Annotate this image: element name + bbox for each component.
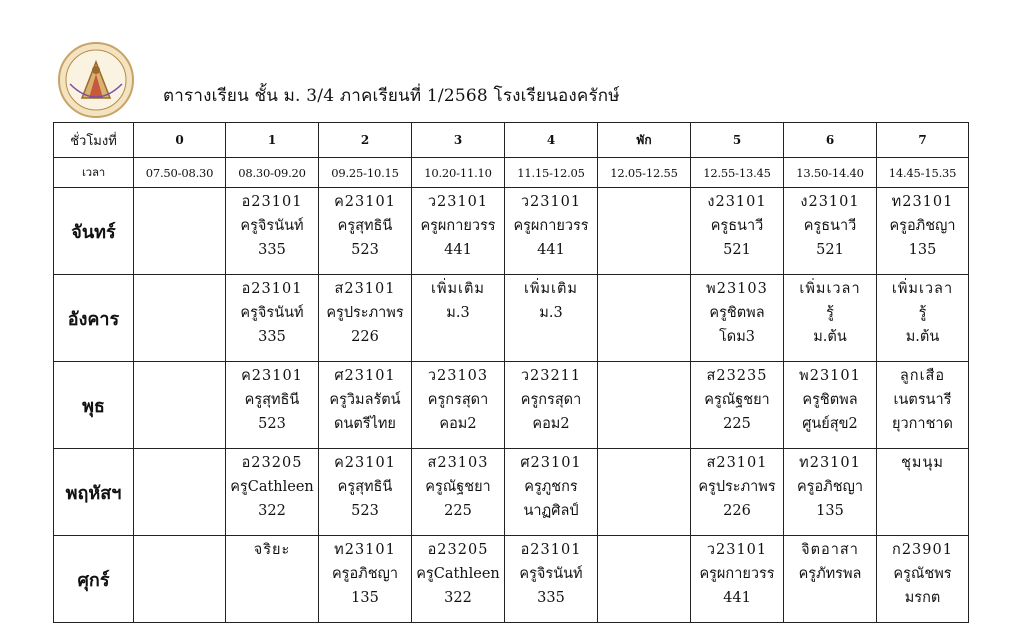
time-slot: 07.50-08.30: [134, 158, 226, 188]
schedule-cell: [226, 536, 319, 623]
cell-line: ศ23101: [334, 368, 396, 384]
time-label: เวลา: [54, 158, 134, 188]
schedule-cell: [691, 449, 784, 536]
cell-line: 523: [258, 416, 286, 432]
cell-line: อ23205: [427, 542, 489, 558]
schedule-cell: [319, 275, 412, 362]
cell-line: ครูอภิชญา: [796, 479, 864, 495]
schedule-cell: [319, 449, 412, 536]
cell-line: 225: [723, 416, 751, 432]
day-name: พฤหัสฯ: [54, 449, 134, 536]
day-name: ศุกร์: [54, 536, 134, 623]
cell-line: พ23103: [706, 281, 768, 297]
cell-line: ศูนย์สุข2: [802, 416, 858, 432]
schedule-cell: [598, 449, 691, 536]
cell-line: มรกต: [904, 590, 941, 606]
schedule-cell: [226, 275, 319, 362]
schedule-cell: [134, 362, 226, 449]
cell-line: รู้: [918, 305, 927, 321]
schedule-cell: [784, 362, 877, 449]
time-slot: 11.15-12.05: [505, 158, 598, 188]
cell-line: 226: [351, 329, 379, 345]
cell-line: ครูภูชกร: [524, 479, 578, 495]
cell-line: เพิ่มเติม: [430, 281, 485, 297]
cell-line: 523: [351, 242, 379, 258]
cell-line: 335: [537, 590, 565, 606]
schedule-cell: [505, 449, 598, 536]
cell-line: ครูCathleen: [416, 566, 500, 582]
cell-line: ครูประภาพร: [698, 479, 776, 495]
cell-line: ครูอภิชญา: [331, 566, 399, 582]
cell-line: เนตรนารี: [893, 392, 952, 408]
schedule-cell: [412, 449, 505, 536]
period-header-row: [54, 123, 969, 158]
cell-line: ท23101: [799, 455, 861, 471]
timetable: [53, 122, 969, 623]
cell-line: 135: [351, 590, 379, 606]
cell-line: ว23101: [520, 194, 582, 210]
schedule-cell: [412, 536, 505, 623]
cell-line: ครูจิรนันท์: [240, 218, 304, 234]
cell-line: ครูCathleen: [230, 479, 314, 495]
page-title: ตารางเรียน ชั้น ม. 3/4 ภาคเรียนที่ 1/2568 โรงเรียนองครักษ์: [163, 86, 620, 106]
cell-line: ง23101: [707, 194, 767, 210]
cell-line: อ23101: [520, 542, 582, 558]
cell-line: อ23101: [241, 194, 303, 210]
cell-line: ครูชิตพล: [709, 305, 765, 321]
cell-line: ว23101: [427, 194, 489, 210]
cell-line: ม.3: [446, 305, 470, 321]
schedule-cell: [134, 188, 226, 275]
cell-line: จริยะ: [253, 542, 291, 558]
cell-line: ค23101: [334, 194, 396, 210]
schedule-cell: [226, 362, 319, 449]
cell-line: รู้: [826, 305, 834, 321]
time-slot: 09.25-10.15: [319, 158, 412, 188]
schedule-cell: [134, 536, 226, 623]
cell-line: เพิ่มเวลา: [799, 281, 861, 297]
cell-line: 225: [444, 503, 472, 519]
cell-line: ครูณัชพร: [893, 566, 952, 582]
cell-line: จิตอาสา: [801, 542, 859, 558]
schedule-cell: [412, 188, 505, 275]
cell-line: ครูสุทธินี: [337, 218, 393, 234]
cell-line: ดนตรีไทย: [334, 416, 396, 432]
cell-line: ยุวกาชาด: [892, 416, 953, 432]
cell-line: ส23101: [334, 281, 396, 297]
period-number: 1: [226, 123, 319, 158]
cell-line: 441: [723, 590, 751, 606]
schedule-cell: [319, 362, 412, 449]
time-slot: 08.30-09.20: [226, 158, 319, 188]
cell-line: ครูผกายวรร: [420, 218, 496, 234]
cell-line: ครูประภาพร: [326, 305, 404, 321]
time-slot: 14.45-15.35: [877, 158, 969, 188]
schedule-cell: [226, 449, 319, 536]
cell-line: ง23101: [800, 194, 860, 210]
cell-line: ท23101: [891, 194, 954, 210]
cell-line: 521: [723, 242, 751, 258]
cell-line: 335: [258, 329, 286, 345]
cell-line: ค23101: [334, 455, 396, 471]
cell-line: 322: [444, 590, 472, 606]
period-number: 5: [691, 123, 784, 158]
cell-line: ครูกรสุดา: [520, 392, 582, 408]
schedule-cell: [877, 188, 969, 275]
cell-line: ครูณัฐชยา: [704, 392, 770, 408]
cell-line: 226: [723, 503, 751, 519]
cell-line: ม.ต้น: [905, 329, 940, 345]
cell-line: ครูธนาวี: [710, 218, 764, 234]
cell-line: 523: [351, 503, 379, 519]
cell-line: เพิ่มเวลา: [891, 281, 954, 297]
cell-line: ครูจิรนันท์: [519, 566, 583, 582]
schedule-cell: [505, 536, 598, 623]
schedule-cell: [226, 188, 319, 275]
schedule-cell: [598, 275, 691, 362]
cell-line: ครูผกายวรร: [513, 218, 589, 234]
cell-line: 322: [258, 503, 286, 519]
cell-line: ครูอภิชญา: [889, 218, 956, 234]
schedule-cell: [784, 275, 877, 362]
cell-line: ครูภัทรพล: [798, 566, 862, 582]
cell-line: ม.ต้น: [813, 329, 847, 345]
day-row: [54, 449, 969, 536]
time-slot: 12.55-13.45: [691, 158, 784, 188]
schedule-cell: [134, 449, 226, 536]
day-name: อังคาร: [54, 275, 134, 362]
time-slot: 12.05-12.55: [598, 158, 691, 188]
cell-line: ครูผกายวรร: [699, 566, 775, 582]
cell-line: ว23101: [706, 542, 768, 558]
cell-line: ส23235: [706, 368, 768, 384]
cell-line: ชุมนุม: [901, 455, 944, 471]
schedule-cell: [784, 188, 877, 275]
schedule-cell: [784, 449, 877, 536]
period-number: 2: [319, 123, 412, 158]
schedule-cell: [877, 449, 969, 536]
period-number: 6: [784, 123, 877, 158]
schedule-cell: [505, 362, 598, 449]
cell-line: เพิ่มเติม: [523, 281, 578, 297]
schedule-cell: [691, 536, 784, 623]
cell-line: ก23901: [892, 542, 953, 558]
cell-line: ส23101: [706, 455, 768, 471]
day-name: จันทร์: [54, 188, 134, 275]
schedule-cell: [784, 536, 877, 623]
period-number: 4: [505, 123, 598, 158]
day-row: [54, 275, 969, 362]
cell-line: ท23101: [334, 542, 396, 558]
schedule-cell: [598, 188, 691, 275]
schedule-cell: [319, 536, 412, 623]
period-number: 3: [412, 123, 505, 158]
cell-line: ครูณัฐชยา: [425, 479, 491, 495]
cell-line: พ23101: [799, 368, 861, 384]
cell-line: อ23101: [241, 281, 303, 297]
schedule-cell: [505, 188, 598, 275]
schedule-cell: [598, 362, 691, 449]
time-slot: 13.50-14.40: [784, 158, 877, 188]
cell-line: 441: [537, 242, 565, 258]
cell-line: ว23103: [427, 368, 489, 384]
cell-line: ครูสุทธินี: [244, 392, 300, 408]
cell-line: ศ23101: [520, 455, 582, 471]
period-number: 7: [877, 123, 969, 158]
day-row: [54, 536, 969, 623]
time-slot: 10.20-11.10: [412, 158, 505, 188]
cell-line: ครูสุทธินี: [337, 479, 393, 495]
period-number: พัก: [598, 123, 691, 158]
schedule-cell: [412, 362, 505, 449]
schedule-cell: [691, 275, 784, 362]
schedule-cell: [877, 362, 969, 449]
cell-line: 135: [816, 503, 844, 519]
cell-line: โดม3: [719, 329, 755, 345]
cell-line: ค23101: [241, 368, 303, 384]
day-row: [54, 362, 969, 449]
schedule-cell: [877, 536, 969, 623]
day-row: [54, 188, 969, 275]
schedule-cell: [691, 188, 784, 275]
cell-line: ครูวิมลรัตน์: [329, 392, 401, 408]
school-seal-logo: [52, 40, 140, 120]
cell-line: 335: [258, 242, 286, 258]
cell-line: ว23211: [520, 368, 582, 384]
schedule-cell: [598, 536, 691, 623]
schedule-cell: [505, 275, 598, 362]
time-row: [54, 158, 969, 188]
cell-line: ม.3: [539, 305, 563, 321]
cell-line: ลูกเสือ: [899, 368, 946, 384]
cell-line: ครูธนาวี: [803, 218, 857, 234]
cell-line: 521: [816, 242, 844, 258]
cell-line: ครูจิรนันท์: [240, 305, 304, 321]
schedule-cell: [877, 275, 969, 362]
period-label: ชั่วโมงที่: [54, 123, 134, 158]
cell-line: 441: [444, 242, 472, 258]
cell-line: 135: [908, 242, 937, 258]
cell-line: ครูชิตพล: [802, 392, 858, 408]
schedule-cell: [134, 275, 226, 362]
schedule-cell: [691, 362, 784, 449]
cell-line: อ23205: [241, 455, 303, 471]
cell-line: ครูกรสุดา: [427, 392, 489, 408]
day-name: พุธ: [54, 362, 134, 449]
cell-line: คอม2: [532, 416, 570, 432]
schedule-cell: [319, 188, 412, 275]
cell-line: นาฏศิลป์: [523, 503, 579, 519]
cell-line: ส23103: [427, 455, 489, 471]
period-number: 0: [134, 123, 226, 158]
schedule-cell: [412, 275, 505, 362]
cell-line: คอม2: [439, 416, 477, 432]
